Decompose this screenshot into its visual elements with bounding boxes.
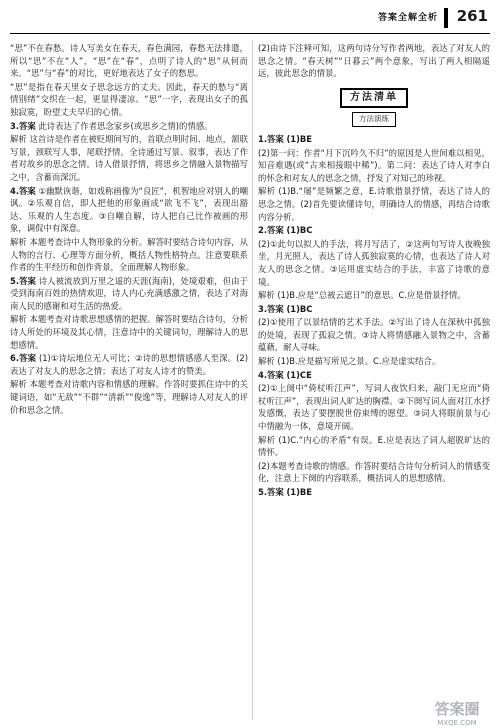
answer-block xyxy=(10,275,248,313)
method-subtitle: 方法演练 xyxy=(352,112,396,127)
answer-block xyxy=(258,369,490,382)
analysis-text: 解析 (1)C.“内心的矛盾”有误。E.应是表达了词人超脱旷达的情怀。 xyxy=(258,434,490,458)
answer-label: 1.答案 xyxy=(258,133,284,144)
answer-text: (1)①诗坛地位无人可比；②诗的思想情感感人至深。(2)表达了对友人的思念之情；表达了对友人诗才的赞美。 xyxy=(10,353,249,376)
answer-block xyxy=(258,486,490,499)
answer-label: 3.答案 xyxy=(258,303,284,314)
answer-block xyxy=(258,224,490,237)
answer-label: 2.答案 xyxy=(258,225,284,236)
page-number: 261 xyxy=(456,7,488,25)
analysis-text: 解析 (1)B.应是“总被云遮日”的意思。C.应是借景抒情。 xyxy=(258,290,466,301)
method-title: 方法清单 xyxy=(340,88,408,109)
watermark-logo xyxy=(422,698,492,727)
analysis-text: 解析 (1)B.应是描写所见之景。C.应是虚实结合。 xyxy=(258,356,441,367)
answer-label: 6.答案 xyxy=(10,353,37,364)
page-header xyxy=(0,0,500,40)
analysis-text: 解析 这首诗是作者在被贬期间写的，首联点明时间、地点，颔联写景，颈联写人事，尾联抒情。全诗通过写景、叙事，表达了作者对故乡的思念之情。诗人借景抒情，将思乡之情融入景物描写之中，含蓄而深沉。 xyxy=(10,134,248,182)
right-column xyxy=(258,42,490,500)
watermark-url: MXQE.COM xyxy=(437,719,477,727)
answer-block xyxy=(10,185,248,235)
paragraph: “思”是指在春天里女子思念远方的丈夫。因此，春天的愁与“离情别绪”交织在一起，更显得凄凉。“思”一字，表现出女子的孤独寂寞，盼望丈夫早归的心情。 xyxy=(10,81,248,117)
answer-text: (1)CE xyxy=(286,369,312,380)
answer-text: (1)BE xyxy=(286,487,313,497)
answer-text: (1)BE xyxy=(286,133,313,144)
answer-label: 4.答案 xyxy=(258,369,284,380)
answer-label: 3.答案 xyxy=(10,120,36,131)
answer-text: ①幽默诙谐，如戏称画像为“良匠”，机智地应对别人的嘲讽。②乐观自信，即人把他的形象画成“欲飞不飞”，表现出豁达、乐观的人生态度。③自嘲自解，诗人把自己比作被画的形象，调侃中有深意。 xyxy=(10,185,249,234)
method-box xyxy=(332,88,416,127)
analysis-text: 解析 (1)B.“屡”是频繁之意，E.诗歌借景抒情，表达了诗人的思念之情。(2)首先要读懂诗句，明确诗人的情感，再结合诗歌内容分析。 xyxy=(258,186,490,222)
header-tag: 答案全解全析 xyxy=(377,13,438,23)
header-bar xyxy=(444,8,448,28)
header-rule xyxy=(10,33,490,34)
watermark-text: 答案圈 xyxy=(434,700,480,718)
answer-label: 5.答案 xyxy=(10,275,36,286)
answer-detail: (2)①此句以拟人的手法，将月写活了，②这两句写诗人夜晚独坐，月光照人，表达了诗人孤独寂寞的心情，也表达了诗人对友人的思念之情。③运用虚实结合的手法，丰富了诗歌的意境。 xyxy=(258,238,490,287)
analysis-text: (2)本题考查诗歌的情感。作答时要结合诗句分析词人的情感变化，注意上下阕的内容联系，概括词人的思想感情。 xyxy=(258,460,490,484)
analysis-text: 解析 本题考查对诗歌内容和情感的理解。作答时要抓住诗中的关键词语，如“无敌”“不群”“清新”“俊逸”等，理解诗人对友人的评价和思念之情。 xyxy=(10,379,248,415)
answer-block xyxy=(258,133,490,146)
answer-detail: (2)①使用了以景结情的艺术手法。②写出了诗人在深秋中孤独的处境，表现了孤寂之情。③诗人将情感融入景物之中，含蓄蕴藉，耐人寻味。 xyxy=(258,317,490,353)
paragraph: “思”不在春愁。诗人写美女在春天，春色满园，春愁无法排遣，所以“思”不在“人”，“思”在“春”，点明了诗人的“思”从何而来。“思”与“春”的对比，更好地表达了女子的愁思。 xyxy=(10,43,248,79)
paragraph: (2)由诗下注释可知，这两句诗分写作者两地，表达了对友人的思念之情。“春天树”“日暮云”两个意象，写出了两人相隔遥远，彼此思念的情景。 xyxy=(258,43,490,79)
answer-block xyxy=(10,352,248,377)
column-divider xyxy=(252,40,253,720)
answer-text: (1)BC xyxy=(286,225,313,236)
answer-block xyxy=(258,303,490,316)
answer-detail: (2)①上阕中“倚杖听江声”，写词人夜饮归来，敲门无应而“倚杖听江声”，表现出词人旷达的胸襟。②下阕写词人面对江水抒发感慨，表达了要摆脱世俗束缚的愿望。③词人将眼前景与心中情融为一体，意境开阔。 xyxy=(258,383,490,432)
answer-label: 4.答案 xyxy=(10,185,36,196)
answer-block xyxy=(10,120,248,133)
answer-text: (1)BC xyxy=(286,303,313,314)
answer-text: 诗人被流放到万里之遥的天涯(海南)，处境艰难，但由于受到海南百姓的热情欢迎，诗人内心充满感激之情，表达了对海南人民的感谢和对生活的热爱。 xyxy=(10,275,248,311)
analysis-text: 解析 本题考查诗中人物形象的分析。解答时要结合诗句内容，从人物的言行、心理等方面分析，概括人物性格特点。注意要联系作者的生平经历和创作背景，全面理解人物形象。 xyxy=(10,236,248,273)
answer-label: 5.答案 xyxy=(258,487,284,497)
answer-text: 此诗表达了作者思念家乡(或思乡之情)的情感。 xyxy=(38,120,213,131)
analysis-text: 解析 本题考查对诗歌思想感情的把握。解答时要结合诗句，分析诗人所处的环境及其心情，注意诗中的关键词句，理解诗人的思想感情。 xyxy=(10,314,248,350)
left-column xyxy=(10,42,248,417)
answer-detail: (2)第一问：作者“月下沉吟久不归”的原因是人世间难以相见，知音难遇(或“古来相接眼中稀”)。第二问：表达了诗人对李白的怀念和对友人的思念之情，抒发了对知己的珍视。 xyxy=(258,147,490,183)
